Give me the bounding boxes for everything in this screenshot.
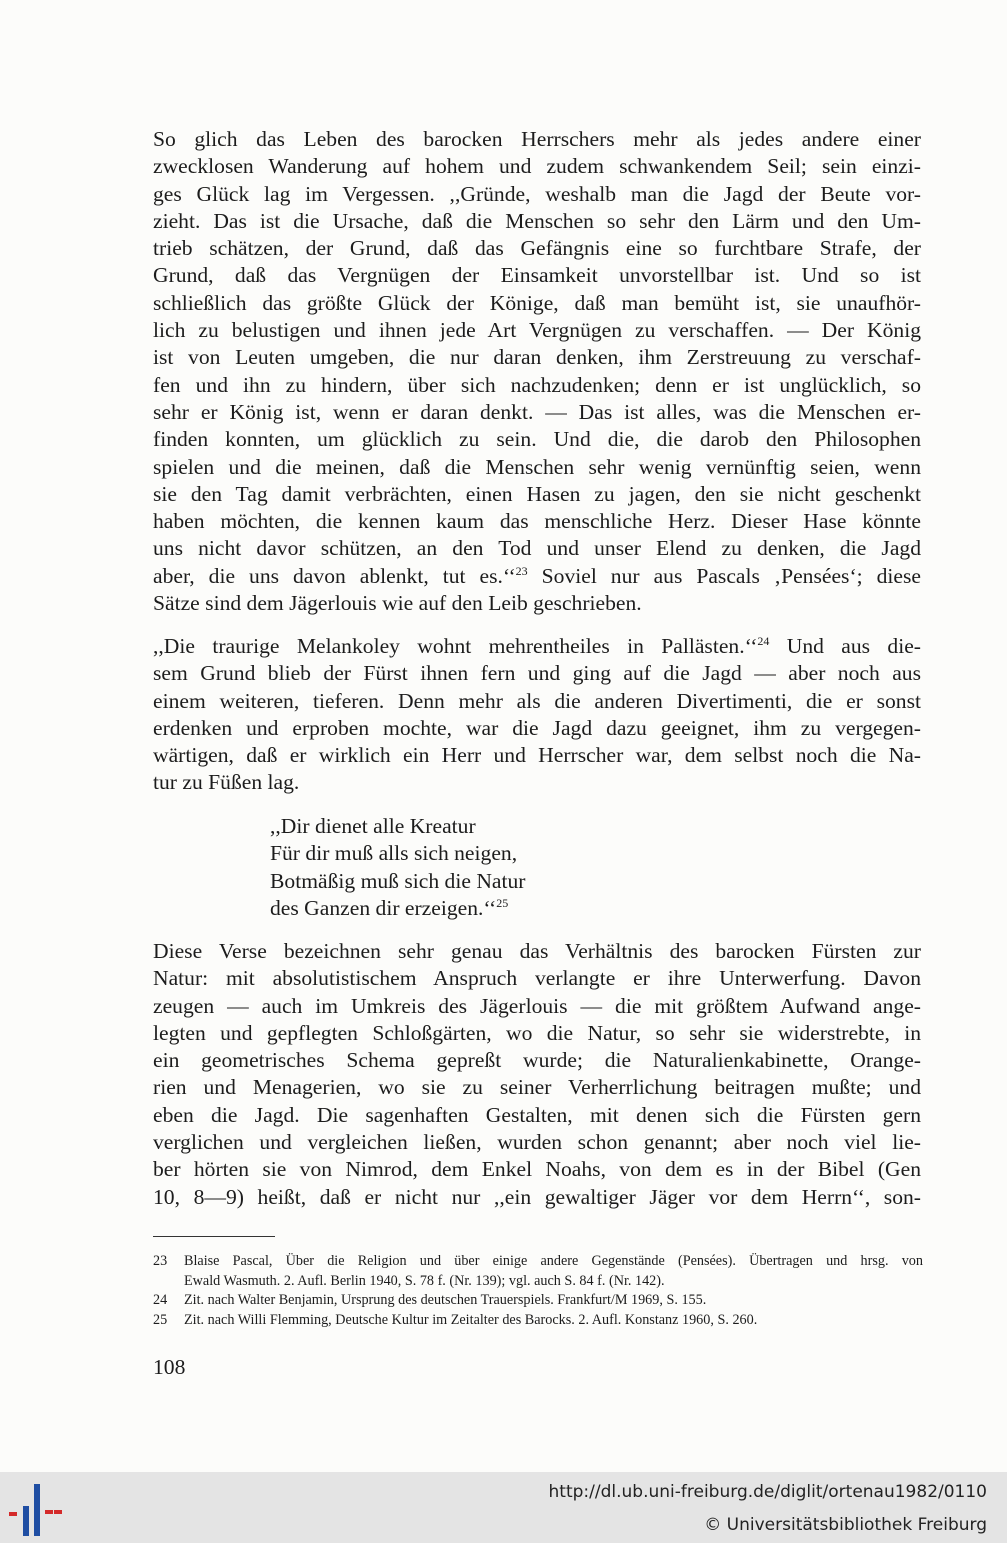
text-line — [153, 563, 921, 590]
text-line: sehr er König ist, wenn er daran denkt. — Das ist alles, was die Menschen er- — [153, 399, 921, 424]
footnote-text — [184, 1252, 923, 1291]
text-line: ber hörten sie von Nimrod, dem Enkel Noahs, von dem es in der Bibel (Gen — [153, 1157, 921, 1182]
text-line: eben die Jagd. Die sagenhaften Gestalten, mit denen sich die Fürsten gern — [153, 1102, 921, 1127]
text-fragment: des Ganzen dir erzeigen.‘‘ — [270, 895, 497, 920]
footnote-number: 23 — [153, 1253, 168, 1269]
footnote-25 — [153, 1311, 923, 1331]
text-line: zieht. Das ist die Ursache, daß die Menschen so sehr den Lärm und den Um- — [153, 208, 921, 233]
paragraph-1 — [153, 126, 921, 617]
footnote-line: Zit. nach Willi Flemming, Deutsche Kultur im Zeitalter des Barocks. 2. Aufl. Konstanz 1960, S. 260. — [184, 1311, 758, 1328]
ub-freiburg-logo-icon — [6, 1482, 64, 1536]
footnote-23 — [153, 1252, 923, 1291]
text-line: verglichen und vergleichen ließen, wurden schon genannt; aber noch viel lie- — [153, 1130, 921, 1155]
text-line: spielen und die meinen, daß die Menschen sehr wenig vernünftig seien, wenn — [153, 454, 921, 479]
copyright-notice: © Universitätsbibliothek Freiburg — [704, 1515, 987, 1535]
footnote-number: 24 — [153, 1292, 168, 1308]
verse-quote — [270, 813, 526, 922]
footnote-ref-24[interactable]: 24 — [757, 634, 770, 648]
text-line: zwecklosen Wanderung auf hohem und zudem schwankendem Seil; sein einzi- — [153, 154, 921, 179]
footnotes — [153, 1252, 923, 1330]
paragraph-2 — [153, 633, 921, 797]
text-fragment: Und aus die- — [769, 634, 921, 658]
text-line: zeugen — auch im Umkreis des Jägerlouis — die mit größtem Aufwand ange- — [153, 993, 921, 1018]
text-line: uns nicht davor schützen, an den Tod und unser Elend zu denken, die Jagd — [153, 536, 921, 561]
text-fragment: aber, die uns davon ablenkt, tut es.‘‘ — [153, 563, 516, 588]
text-line: schließlich das größte Glück der Könige, daß man bemüht ist, sie unaufhör- — [153, 290, 921, 315]
text-line — [153, 633, 921, 660]
page-number: 108 — [153, 1355, 186, 1379]
text-line: Natur: mit absolutistischem Anspruch verlangte er ihre Unterwerfung. Davon — [153, 966, 921, 991]
text-line: Grund, daß das Vergnügen der Einsamkeit unvorstellbar ist. Und so ist — [153, 263, 921, 288]
footnote-divider — [153, 1236, 275, 1237]
text-line: ges Glück lag im Vergessen. ,,Gründe, weshalb man die Jagd der Beute vor- — [153, 181, 921, 206]
verse-line: Botmäßig muß sich die Natur — [270, 868, 526, 893]
text-line: erdenken und erproben mochte, war die Jagd dazu geeignet, ihm zu vergegen- — [153, 715, 921, 740]
verse-line — [270, 895, 526, 922]
text-line: rien und Menagerien, wo sie zu seiner Verherrlichung beitragen mußte; und — [153, 1075, 921, 1100]
footnote-number: 25 — [153, 1311, 168, 1328]
text-line: sem Grund blieb der Fürst ihnen fern und ging auf die Jagd — aber noch aus — [153, 661, 921, 686]
text-line: haben möchten, die kennen kaum das menschliche Herz. Dieser Hase könnte — [153, 509, 921, 534]
footnote-line: Blaise Pascal, Über die Religion und über einige andere Gegenstände (Pensées). Übertragen und hrsg. von — [184, 1253, 923, 1269]
text-fragment: Soviel nur aus Pascals ‚Pensées‘; diese — [527, 563, 921, 588]
text-line: 10, 8—9) heißt, daß er nicht nur ,,ein gewaltiger Jäger vor dem Herrn‘‘, son- — [153, 1184, 921, 1209]
footnote-ref-25[interactable]: 25 — [496, 895, 509, 910]
footer-bar — [0, 1472, 1007, 1543]
text-line: tur zu Füßen lag. — [153, 770, 300, 795]
text-line: einem weiteren, tieferen. Denn mehr als die anderen Divertimenti, die er sonst — [153, 688, 921, 713]
footnote-ref-23[interactable]: 23 — [515, 563, 528, 578]
text-line: ist von Leuten umgeben, die nur daran denken, ihm Zerstreuung zu verschaf- — [153, 345, 921, 370]
verse-line: Für dir muß alls sich neigen, — [270, 841, 518, 866]
source-url-link[interactable]: http://dl.ub.uni-freiburg.de/diglit/ortenau1982/0110 — [548, 1482, 987, 1502]
text-line: ein geometrisches Schema gepreßt wurde; die Naturalienkabinette, Orange- — [153, 1048, 921, 1073]
text-line: legten und gepflegten Schloßgärten, wo die Natur, so sehr sie widerstrebte, in — [153, 1020, 921, 1045]
text-line: wärtigen, daß er wirklich ein Herr und Herrscher war, dem selbst noch die Na- — [153, 743, 921, 768]
footnote-24 — [153, 1291, 923, 1311]
text-line: Sätze sind dem Jägerlouis wie auf den Leib geschrieben. — [153, 591, 642, 616]
paragraph-3 — [153, 938, 921, 1211]
verse-line: ,,Dir dienet alle Kreatur — [270, 814, 476, 838]
footnote-line: Ewald Wasmuth. 2. Aufl. Berlin 1940, S. 78 f. (Nr. 139); vgl. auch S. 84 f. (Nr. 142). — [184, 1272, 665, 1289]
text-line: trieb schätzen, der Grund, daß das Gefängnis eine so furchtbare Strafe, der — [153, 236, 921, 261]
text-line: So glich das Leben des barocken Herrschers mehr als jedes andere einer — [153, 127, 921, 151]
text-line: fen und ihn zu hindern, über sich nachzudenken; denn er ist unglücklich, so — [153, 372, 921, 397]
footnote-line: Zit. nach Walter Benjamin, Ursprung des deutschen Trauerspiels. Frankfurt/M 1969, S. 155. — [184, 1292, 707, 1308]
text-line: finden konnten, um glücklich zu sein. Und die, die darob den Philosophen — [153, 427, 921, 452]
text-fragment: ,,Die traurige Melankoley wohnt mehrentheiles in Pallästen.‘‘ — [153, 634, 758, 658]
text-line: sie den Tag damit verbrächten, einen Hasen zu jagen, den sie nicht geschenkt — [153, 481, 921, 506]
text-line: lich zu belustigen und ihnen jede Art Vergnügen zu verschaffen. — Der König — [153, 318, 921, 343]
text-line: Diese Verse bezeichnen sehr genau das Verhältnis des barocken Fürsten zur — [153, 939, 921, 963]
